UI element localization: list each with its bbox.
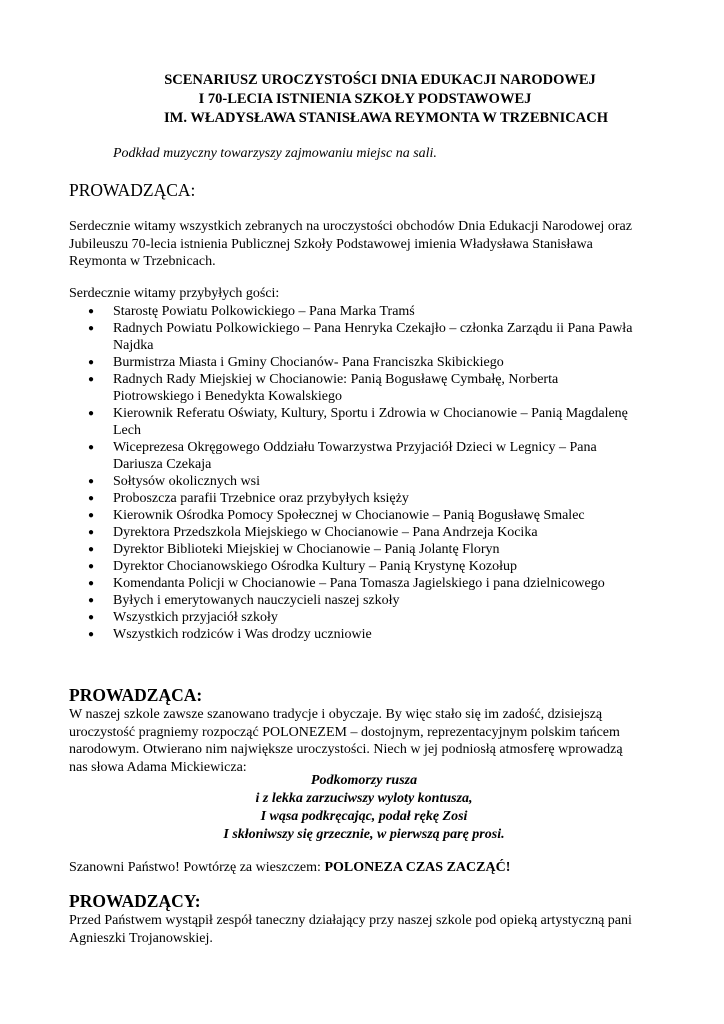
welcome-paragraph: Serdecznie witamy wszystkich zebranych na uroczystości obchodów Dnia Edukacji Narodowej oraz Jubileuszu 70-lecia istnienia Publicznej Szkoły Podstawowej imienia Władysława Stanisława Reymonta w Trzebnicach. — [69, 219, 632, 269]
guest-list-item — [69, 541, 639, 558]
guest-name: Sołtysów okolicznych wsi — [113, 473, 260, 489]
dance-group-paragraph: Przed Państwem wystąpił zespół taneczny działający przy naszej szkole pod opieką artystyczną pani Agnieszki Trojanowskiej. — [69, 913, 632, 946]
quote-line: Podkomorzy rusza — [310, 773, 418, 788]
section-1-heading-colon: : — [190, 180, 196, 200]
bullet-icon: ● — [88, 611, 95, 623]
guest-name: Dyrektora Przedszkola Miejskiego w Chocianowie – Pana Andrzeja Kocika — [113, 524, 538, 540]
guest-list-item — [69, 558, 639, 575]
bullet-icon: ● — [88, 594, 95, 606]
bullet-icon: ● — [88, 475, 95, 487]
guest-list-item — [69, 626, 639, 643]
bullet-icon: ● — [88, 322, 95, 334]
bullet-icon: ● — [88, 526, 95, 538]
guest-list-item — [69, 592, 639, 609]
section-1-heading-text: PROWADZĄCA — [69, 180, 191, 200]
title-line-2: I 70-LECIA ISTNIENIA SZKOŁY PODSTAWOWEJ — [198, 91, 532, 107]
bullet-icon: ● — [88, 560, 95, 572]
bullet-icon: ● — [88, 577, 95, 589]
polonaise-paragraph: W naszej szkole zawsze szanowano tradycje i obyczaje. By więc stało się im zadość, dzisiejszą uroczystość pragniemy rozpocząć POLONEZEM – dostojnym, reprezentacyjnym polskim tańcem narodowym. Otwierano nim największe uroczystości. Niech w jej podniosłą atmosferę wprowadzą nas słowa Adama Mickiewicza: — [69, 707, 623, 775]
guest-name: Proboszcza parafii Trzebnice oraz przybyłych księży — [113, 490, 409, 506]
section-1-heading — [69, 179, 195, 201]
guest-list-item — [69, 507, 639, 524]
guest-name: Wiceprezesa Okręgowego Oddziału Towarzystwa Przyjaciół Dzieci w Legnicy – Pana Dariusza Czekaja — [113, 439, 597, 472]
guest-list-item — [69, 473, 639, 490]
guest-name: Byłych i emerytowanych nauczycieli naszej szkoły — [113, 592, 400, 608]
quote-line: I wąsa podkręcając, podał rękę Zosi — [260, 809, 468, 824]
guest-list-item — [69, 524, 639, 541]
guest-list-item — [69, 405, 639, 439]
bullet-icon: ● — [88, 373, 95, 385]
polonaise-announcement — [69, 859, 659, 877]
guest-name: Burmistrza Miasta i Gminy Chocianów- Pana Franciszka Skibickiego — [113, 354, 504, 370]
guest-list-item — [69, 439, 639, 473]
section-2-heading: PROWADZĄCA: — [69, 685, 203, 705]
title-line-1: SCENARIUSZ UROCZYSTOŚCI DNIA EDUKACJI NARODOWEJ — [164, 72, 596, 88]
bullet-icon: ● — [88, 305, 95, 317]
document-title — [70, 71, 654, 128]
bullet-icon: ● — [88, 492, 95, 504]
guest-name: Radnych Rady Miejskiej w Chocianowie: Panią Bogusławę Cymbałę, Norberta Piotrowskiego i Benedykta Kowalskiego — [113, 371, 559, 404]
guest-name: Kierownik Referatu Oświaty, Kultury, Sportu i Zdrowia w Chocianowie – Panią Magdalenę Lech — [113, 405, 628, 438]
guest-name: Kierownik Ośrodka Pomocy Społecznej w Chocianowie – Panią Bogusławę Smalec — [113, 507, 585, 523]
guest-list-item — [69, 303, 639, 320]
guest-list-item — [69, 609, 639, 626]
guest-greeting-block — [69, 285, 659, 643]
guest-name: Starostę Powiatu Polkowickiego – Pana Marka Tramś — [113, 303, 415, 319]
bullet-icon: ● — [88, 543, 95, 555]
section-3-heading: PROWADZĄCY: — [69, 891, 201, 911]
bullet-icon: ● — [88, 356, 95, 368]
guest-list-item — [69, 371, 639, 405]
guest-name: Dyrektor Chocianowskiego Ośrodka Kultury – Panią Krystynę Kozołup — [113, 558, 517, 574]
guest-list-item — [69, 320, 639, 354]
quote-line: I skłoniwszy się grzecznie, w pierwszą parę prosi. — [223, 827, 505, 842]
mickiewicz-quote — [69, 772, 659, 844]
guest-list-item — [69, 490, 639, 507]
bullet-icon: ● — [88, 628, 95, 640]
guest-greeting-text: Serdecznie witamy przybyłych gości: — [69, 286, 280, 301]
announcement-bold-text: POLONEZA CZAS ZACZĄĆ! — [324, 860, 511, 875]
guest-list-item — [69, 575, 639, 592]
quote-line: i z lekka zarzuciwszy wyloty kontusza, — [255, 791, 473, 806]
announcement-text: Szanowni Państwo! Powtórzę za wieszczem: — [69, 860, 325, 875]
bullet-icon: ● — [88, 441, 95, 453]
guest-name: Wszystkich przyjaciół szkoły — [113, 609, 278, 625]
bullet-icon: ● — [88, 407, 95, 419]
guest-list — [69, 303, 639, 643]
guest-name: Radnych Powiatu Polkowickiego – Pana Henryka Czekajło – członka Zarządu ii Pana Pawła Najdka — [113, 320, 633, 353]
guest-list-item — [69, 354, 639, 371]
guest-name: Dyrektor Biblioteki Miejskiej w Chocianowie – Panią Jolantę Floryn — [113, 541, 500, 557]
title-line-3: IM. WŁADYSŁAWA STANISŁAWA REYMONTA W TRZEBNICACH — [164, 110, 608, 126]
guest-name: Komendanta Policji w Chocianowie – Pana Tomasza Jagielskiego i pana dzielnicowego — [113, 575, 605, 591]
intro-stage-note: Podkład muzyczny towarzyszy zajmowaniu miejsc na sali. — [113, 146, 437, 161]
bullet-icon: ● — [88, 509, 95, 521]
guest-name: Wszystkich rodziców i Was drodzy uczniowie — [113, 626, 372, 642]
